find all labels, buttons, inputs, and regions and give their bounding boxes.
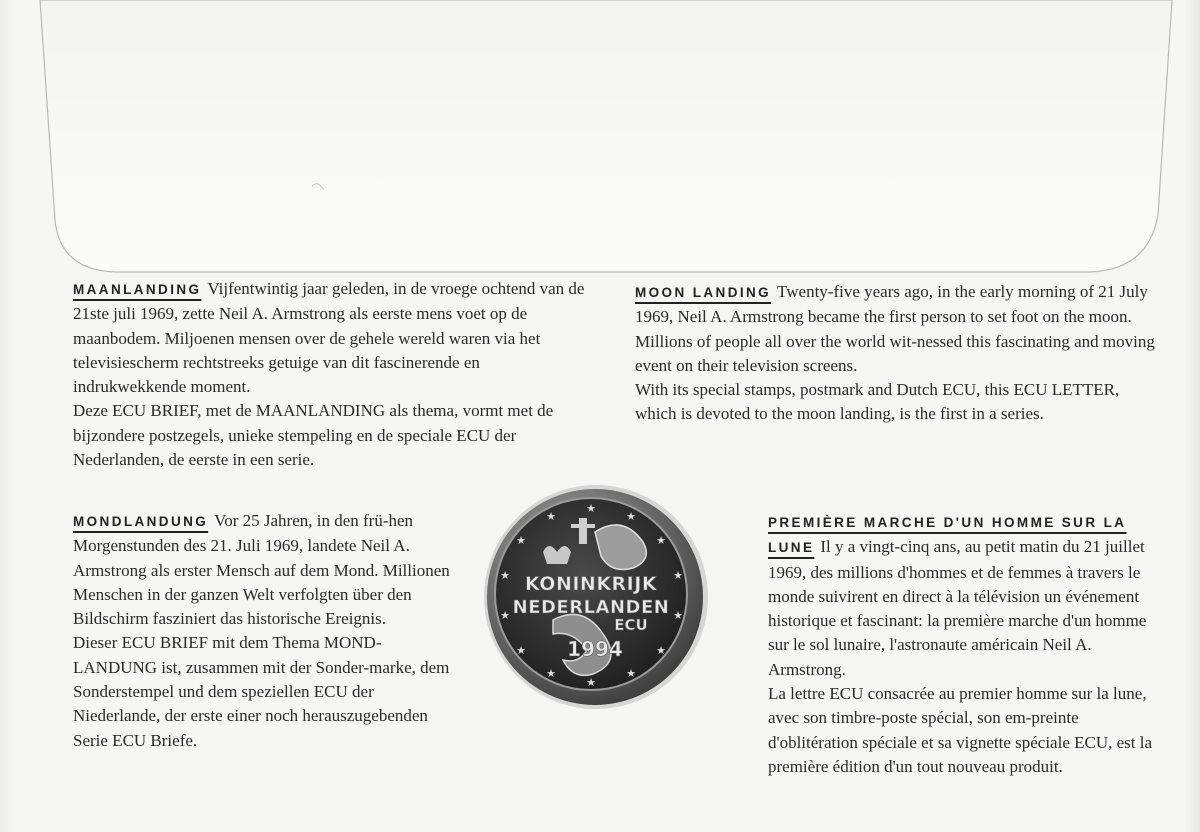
svg-text:★: ★	[500, 609, 510, 622]
svg-text:★: ★	[500, 569, 510, 582]
ecu-coin-image	[483, 484, 709, 710]
coin-denomination: ECU	[614, 616, 648, 634]
section-french	[768, 510, 1168, 779]
german-paragraph-1: Vor 25 Jahren, in den frü-hen Morgenstunden des 21. Juli 1969, landete Neil A. Armstrong als erster Mensch auf dem Mond. Millionen Menschen in der ganzen Welt verfolgten über den Bildschirm fasziniert das historische Ereignis.	[73, 511, 450, 629]
section-german	[73, 509, 463, 753]
dutch-paragraph-2: Deze ECU BRIEF, met de MAANLANDING als thema, vormt met de bijzondere postzegels, unieke stempeling en de speciale ECU der Nederlanden, de eerste in een serie.	[73, 401, 554, 470]
svg-text:★: ★	[516, 534, 526, 547]
svg-text:★: ★	[673, 609, 683, 622]
french-paragraph-1: Il y a vingt-cinq ans, au petit matin du 21 juillet 1969, des millions d'hommes et de femmes à travers le monde suivirent en direct à la télévision un événement historique et fascinant: la première marche d'un homme sur le sol lunaire, l'astronaute américain Neil A. Armstrong.	[768, 537, 1147, 679]
english-paragraph-1: Twenty-five years ago, in the early morning of 21 July 1969, Neil A. Armstrong became the first person to set foot on the moon. Millions of people all over the world wit-nessed this fascinating and moving event on their television screens.	[635, 282, 1155, 375]
english-paragraph-2: With its special stamps, postmark and Dutch ECU, this ECU LETTER, which is devoted to the moon landing, is the first in a series.	[635, 380, 1120, 424]
german-paragraph-2: Dieser ECU BRIEF mit dem Thema MOND-LANDUNG ist, zusammen mit der Sonder-marke, dem Sonderstempel und dem speziellen ECU der Niederlande, der erste einer noch herauszugebenden Serie ECU Briefe.	[73, 633, 450, 750]
french-paragraph-2: La lettre ECU consacrée au premier homme sur la lune, avec son timbre-poste spécial, son em-preinte d'oblitération spéciale et sa vignette spéciale ECU, est la première édition d'un tout nouveau produit.	[768, 684, 1153, 776]
svg-text:★: ★	[656, 644, 666, 657]
svg-text:★: ★	[626, 667, 636, 680]
heading-mondlandung: MONDLANDUNG	[73, 514, 209, 529]
coin-year: 1994	[567, 637, 623, 661]
dutch-paragraph-1: Vijfentwintig jaar geleden, in de vroege ochtend van de 21ste juli 1969, zette Neil A. Armstrong als eerste mens voet op de maanbodem. Miljoenen mensen over de gehele wereld waren via het televisiescherm rechtstreeks getuige van dit fascinerende en indrukwekkende moment.	[73, 279, 585, 397]
section-english	[635, 280, 1155, 427]
heading-maanlanding: MAANLANDING	[73, 282, 202, 297]
svg-text:★: ★	[546, 667, 556, 680]
svg-text:★: ★	[516, 644, 526, 657]
envelope-flap	[0, 0, 1200, 300]
svg-text:★: ★	[546, 510, 556, 523]
ecu-coin	[483, 484, 709, 710]
heading-moon-landing: MOON LANDING	[635, 285, 772, 300]
svg-text:★: ★	[626, 510, 636, 523]
svg-text:★: ★	[673, 569, 683, 582]
coin-legend-top: KONINKRIJK	[524, 573, 658, 595]
svg-text:★: ★	[586, 676, 596, 689]
svg-text:★: ★	[656, 534, 666, 547]
coin-legend-mid: NEDERLANDEN	[512, 597, 670, 618]
heading-premiere-marche: PREMIÈRE MARCHE D'UN HOMME SUR LA LUNE	[768, 515, 1127, 556]
section-dutch	[73, 277, 593, 472]
svg-text:★: ★	[586, 502, 596, 515]
